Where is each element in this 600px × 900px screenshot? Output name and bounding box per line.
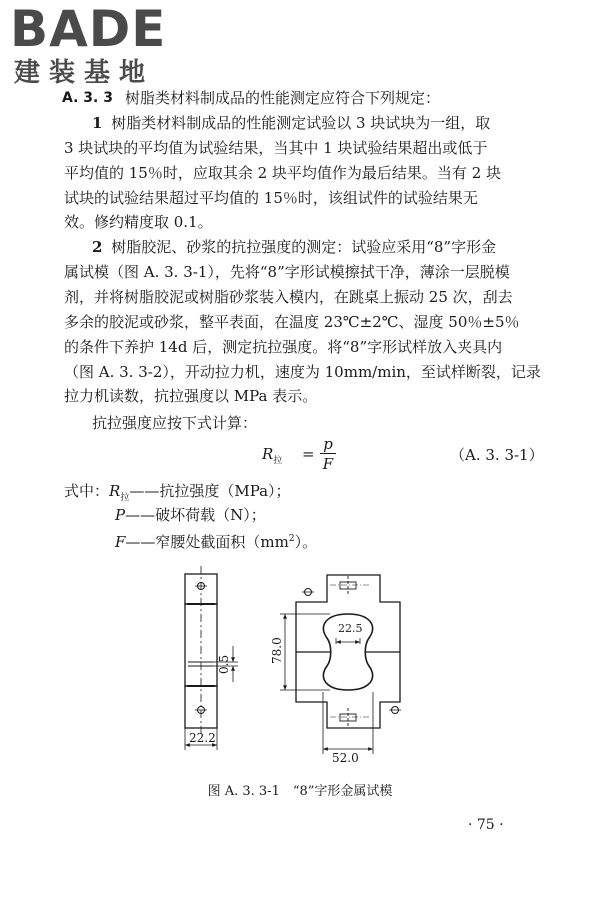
pin-top	[330, 576, 370, 596]
logo-subtitle: 建装基地	[14, 58, 155, 88]
section-title: 树脂类材料制成品的性能测定应符合下列规定：	[125, 89, 441, 107]
dim-side-width: 22.2	[189, 731, 216, 745]
formula-intro: 抗拉强度应按下式计算：	[92, 414, 258, 432]
where-line-2: P——破坏荷载（N）；	[115, 506, 266, 524]
section-number: A. 3. 3	[62, 90, 113, 106]
item2-line-3: 剂，并将树脂胶泥或树脂砂浆装入模内，在跳桌上振动 25 次，刮去	[64, 288, 513, 306]
page-number: · 75 ·	[468, 817, 504, 833]
formula-number: （A. 3. 3-1）	[450, 446, 544, 464]
side-view	[185, 566, 217, 736]
item2-line-1	[92, 237, 496, 257]
item2-line-7: 拉力机读数，抗拉强度以 MPa 表示。	[64, 387, 318, 405]
item2-line-6: （图 A. 3. 3-2），开动拉力机，速度为 10mm/min，至试样断裂，记录	[64, 363, 541, 381]
item2-line-5: 的条件下养护 14d 后，测定抗拉强度。将“8”字形试样放入夹具内	[64, 338, 503, 356]
item1-line-3: 平均值的 15％时，应取其余 2 块平均值作为最后结果。当有 2 块	[64, 164, 502, 182]
dim-gap: 0.5	[217, 654, 231, 674]
item1-text-1: 树脂类材料制成品的性能测定试验以 3 块试块为一组，取	[111, 114, 491, 132]
formula-denominator: F	[322, 455, 334, 473]
front-hole-right	[389, 707, 401, 714]
item1-line-5: 效。修约精度取 0.1。	[64, 213, 213, 231]
item2-line-2: 属试模（图 A. 3. 3-1），先将“8”字形试模擦拭干净，薄涂一层脱模	[64, 263, 510, 281]
front-hole-left	[302, 589, 314, 596]
item2-text-1: 树脂胶泥、砂浆的抗拉强度的测定：试验应采用“8”字形金	[111, 238, 497, 256]
formula-lhs: $R_拉$	[262, 445, 283, 466]
dim-waist: 22.5	[338, 622, 363, 635]
item1-line-1	[92, 113, 490, 133]
figure-caption: 图 A. 3. 3-1 “8”字形金属试模	[207, 784, 393, 799]
item2-line-4: 多余的胶泥或砂浆，整平表面，在温度 23℃±2℃、湿度 50％±5％	[64, 313, 520, 331]
formula-fraction	[320, 436, 336, 472]
dim-width: 52.0	[332, 751, 359, 765]
item1-number: 1	[92, 114, 103, 132]
logo-bade: BADE	[10, 0, 167, 58]
formula-equals: =	[302, 445, 315, 463]
pin-bottom	[330, 708, 370, 728]
item2-number: 2	[92, 238, 103, 256]
where-line-1: 式中：$R_拉——$抗拉强度（MPa）；	[64, 482, 291, 503]
formula-numerator: p	[323, 435, 333, 453]
item1-line-4: 试块的试验结果超过平均值的 15％时，该组试件的试验结果无	[64, 189, 478, 207]
where-line-3: F——窄腰处截面积$(mm^2)$。	[115, 533, 318, 551]
item1-line-2: 3 块试块的平均值为试验结果，当其中 1 块试验结果超出或低于	[64, 139, 488, 157]
dim-height: 78.0	[270, 637, 284, 664]
fraction-bar	[320, 453, 336, 454]
front-view	[296, 575, 400, 728]
where-prefix: 式中：	[64, 482, 110, 500]
mould-figure	[0, 562, 600, 777]
